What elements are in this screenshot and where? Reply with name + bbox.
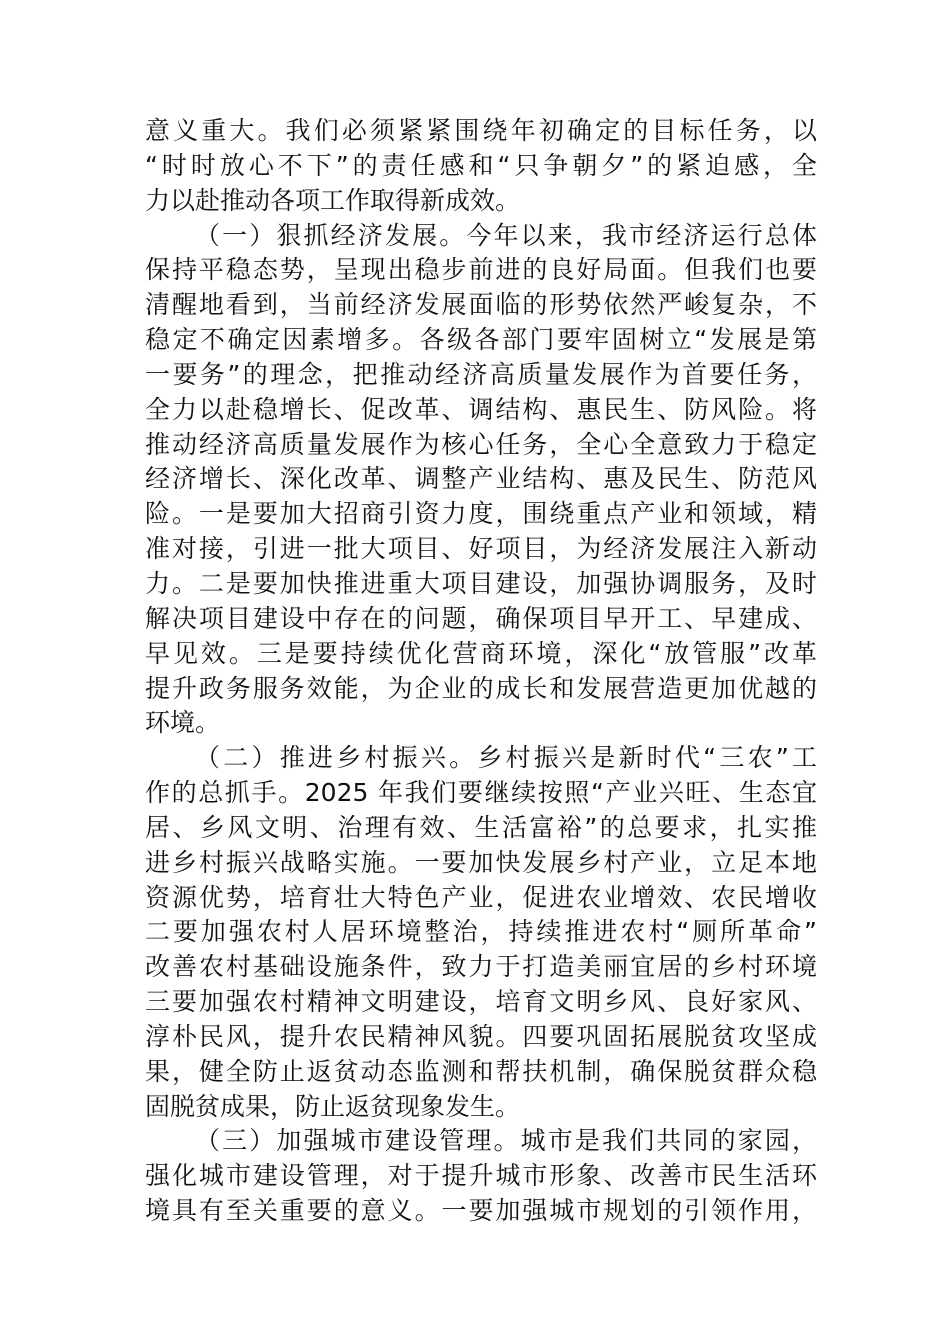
text-line: 一要务”的理念，把推动经济高质量发展作为首要任务，: [145, 359, 817, 389]
text-line: 淳朴民风，提升农民精神风貌。四要巩固拓展脱贫攻坚成: [145, 1021, 817, 1051]
text-line: 全力以赴稳增长、促改革、调结构、惠民生、防风险。将: [145, 394, 817, 424]
text-line: 险。一是要加大招商引资力度，围绕重点产业和领域，精: [145, 499, 817, 529]
text-line: 境具有至关重要的意义。一要加强城市规划的引领作用，: [145, 1196, 817, 1226]
text-line: 改善农村基础设施条件，致力于打造美丽宜居的乡村环境: [145, 952, 817, 982]
text-line: 环境。: [145, 708, 221, 738]
text-line: 稳定不确定因素增多。各级各部门要牢固树立“发展是第: [145, 325, 817, 355]
text-line: 作的总抓手。2025 年我们要继续按照“产业兴旺、生态宜: [145, 778, 817, 808]
text-line: 固脱贫成果，防止返贫现象发生。: [145, 1091, 521, 1121]
text-line: 清醒地看到，当前经济发展面临的形势依然严峻复杂，不: [145, 290, 817, 320]
body-text: [145, 114, 817, 1229]
text-line: 提升政务服务效能，为企业的成长和发展营造更加优越的: [145, 673, 817, 703]
text-line: 二要加强农村人居环境整治，持续推进农村“厕所革命”: [145, 917, 817, 947]
paragraph-heading-line: （一）狠抓经济发展。今年以来，我市经济运行总体: [195, 220, 817, 250]
text-line: 三要加强农村精神文明建设，培育文明乡风、良好家风、: [145, 987, 817, 1017]
text-line: 保持平稳态势，呈现出稳步前进的良好局面。但我们也要: [145, 255, 817, 285]
text-line: 准对接，引进一批大项目、好项目，为经济发展注入新动: [145, 534, 817, 564]
text-line: 解决项目建设中存在的问题，确保项目早开工、早建成、: [145, 603, 817, 633]
text-line: 强化城市建设管理，对于提升城市形象、改善市民生活环: [145, 1161, 817, 1191]
text-line: 资源优势，培育壮大特色产业，促进农业增效、农民增收: [145, 882, 817, 912]
text-line: 早见效。三是要持续优化营商环境，深化“放管服”改革: [145, 638, 817, 668]
text-line: 经济增长、深化改革、调整产业结构、惠及民生、防范风: [145, 464, 817, 494]
text-line: 力以赴推动各项工作取得新成效。: [145, 185, 521, 215]
paragraph-heading-line: （三）加强城市建设管理。城市是我们共同的家园，: [195, 1126, 817, 1156]
text-line: 力。二是要加快推进重大项目建设，加强协调服务，及时: [145, 568, 817, 598]
text-line: 推动经济高质量发展作为核心任务，全心全意致力于稳定: [145, 429, 817, 459]
paragraph-heading-line: （二）推进乡村振兴。乡村振兴是新时代“三农”工: [195, 743, 817, 773]
text-line: “时时放心不下”的责任感和“只争朝夕”的紧迫感，全: [145, 150, 817, 180]
text-line: 进乡村振兴战略实施。一要加快发展乡村产业，立足本地: [145, 847, 817, 877]
text-line: 果，健全防止返贫动态监测和帮扶机制，确保脱贫群众稳: [145, 1056, 817, 1086]
text-line: 意义重大。我们必须紧紧围绕年初确定的目标任务，以: [145, 116, 817, 145]
text-line: 居、乡风文明、治理有效、生活富裕”的总要求，扎实推: [145, 812, 817, 842]
